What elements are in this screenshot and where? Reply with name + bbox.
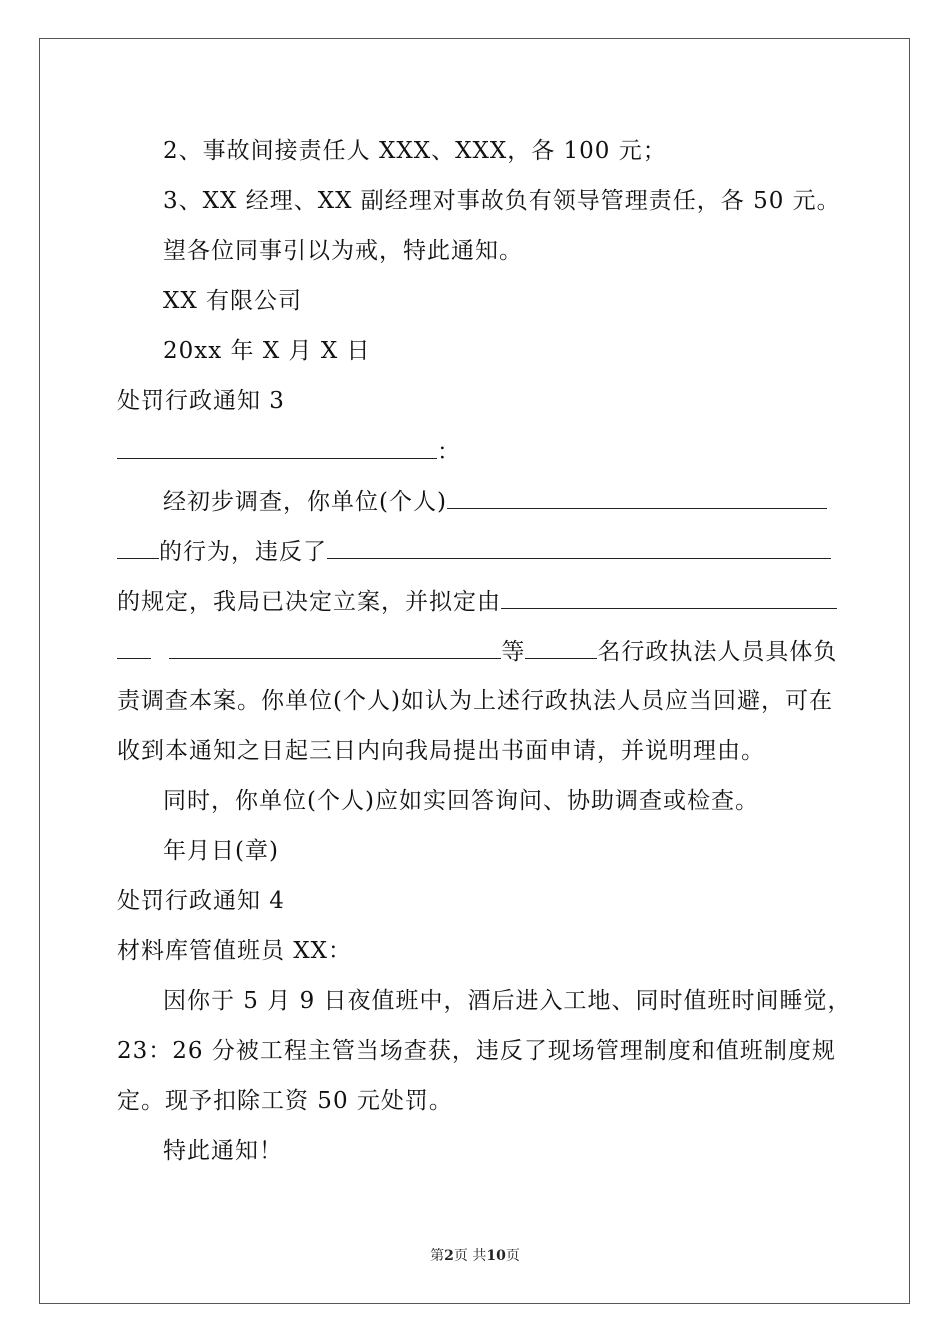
page-footer: 第2页 共10页	[430, 1248, 520, 1264]
section-title: 处罚行政通知 3	[117, 388, 285, 414]
blank-field	[169, 636, 501, 659]
section-title: 处罚行政通知 4	[117, 888, 285, 914]
text-line: 的规定，我局已决定立案，并拟定由	[117, 586, 837, 617]
blank-field	[117, 536, 159, 559]
page-number: 2	[444, 1248, 454, 1264]
seal-line: 年月日(章)	[163, 838, 279, 864]
text-line: 23：26 分被工程主管当场查获，违反了现场管理制度和值班制度规	[117, 1038, 836, 1064]
blank-field	[117, 436, 437, 459]
blank-field	[447, 486, 827, 509]
addressee-line: 材料库管值班员 XX：	[117, 938, 353, 964]
company-name: XX 有限公司	[163, 288, 303, 314]
text-line: 望各位同事引以为戒，特此通知。	[163, 238, 523, 264]
text-line: 2、事故间接责任人 XXX、XXX，各 100 元；	[163, 138, 667, 164]
text-line: 3、XX 经理、XX 副经理对事故负有领导管理责任，各 50 元。	[163, 188, 841, 214]
blank-field	[501, 586, 837, 609]
text-line: 经初步调查，你单位(个人)	[163, 486, 827, 517]
blank-field	[117, 636, 151, 659]
addressee-line: ：	[117, 436, 461, 467]
closing-line: 特此通知！	[163, 1138, 283, 1164]
text-line: 定。现予扣除工资 50 元处罚。	[117, 1088, 453, 1114]
text-line: 收到本通知之日起三日内向我局提出书面申请，并说明理由。	[117, 738, 765, 764]
total-pages: 10	[486, 1248, 506, 1264]
blank-field	[525, 636, 597, 659]
text-line: 同时，你单位(个人)应如实回答询问、协助调查或检查。	[163, 788, 759, 814]
blank-field	[327, 536, 831, 559]
text-line: 等 名行政执法人员具体负	[117, 636, 837, 667]
date-line: 20xx 年 X 月 X 日	[163, 338, 371, 364]
text-line: 因你于 5 月 9 日夜值班中，酒后进入工地、同时值班时间睡觉，	[163, 988, 852, 1014]
text-line: 的行为，违反了	[117, 536, 831, 567]
text-line: 责调查本案。你单位(个人)如认为上述行政执法人员应当回避，可在	[117, 688, 833, 714]
